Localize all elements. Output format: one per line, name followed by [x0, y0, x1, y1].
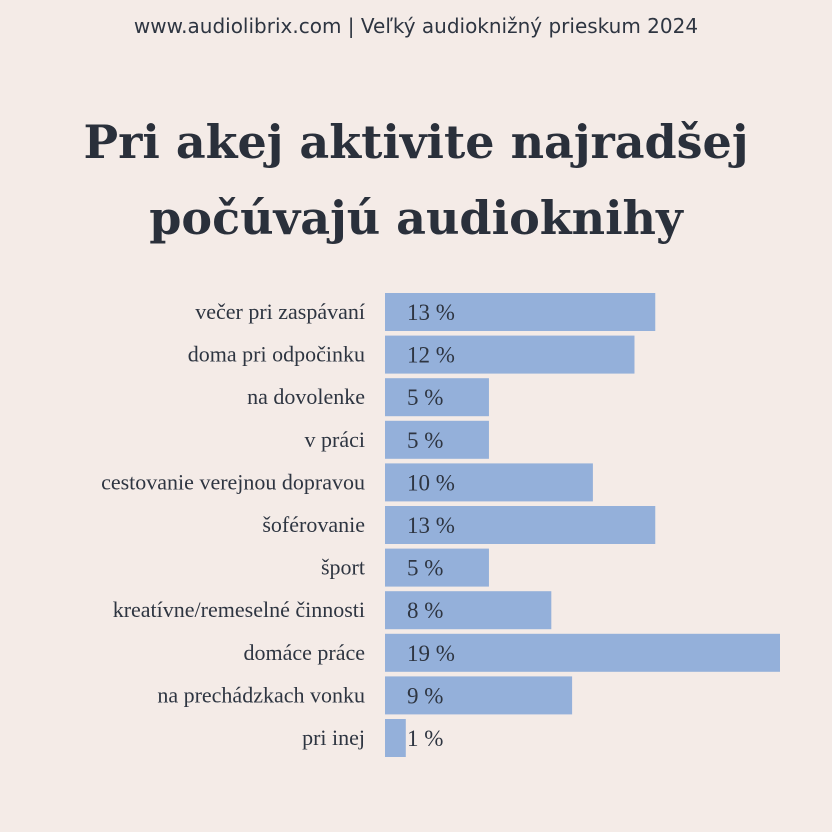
- value-label-6: 5 %: [407, 555, 444, 581]
- chart-title-line-1: Pri akej aktivite najradšej: [83, 115, 749, 169]
- bars-group: [101, 293, 780, 757]
- value-label-1: 12 %: [407, 342, 455, 368]
- category-label-6: šport: [321, 554, 365, 580]
- source-line: www.audiolibrix.com | Veľký audioknižný prieskum 2024: [133, 14, 699, 38]
- value-label-0: 13 %: [407, 300, 455, 325]
- value-label-2: 5 %: [407, 385, 444, 411]
- value-label-5: 13 %: [407, 513, 455, 538]
- value-label-4: 10 %: [407, 470, 455, 496]
- category-label-4: cestovanie verejnou dopravou: [101, 469, 365, 495]
- value-label-7: 8 %: [407, 598, 444, 624]
- value-label-3: 5 %: [407, 427, 444, 453]
- bar-10: [385, 719, 406, 757]
- category-label-1: doma pri odpočinku: [187, 341, 365, 367]
- category-label-9: na prechádzkach vonku: [157, 682, 365, 708]
- category-label-2: na dovolenke: [247, 384, 365, 410]
- category-label-7: kreatívne/remeselné činnosti: [112, 597, 365, 623]
- chart-title-line-2: počúvajú audioknihy: [149, 191, 683, 245]
- value-label-9: 9 %: [407, 683, 444, 709]
- category-label-10: pri inej: [302, 725, 365, 750]
- category-label-0: večer pri zaspávaní: [195, 299, 365, 324]
- category-label-3: v práci: [304, 426, 365, 452]
- value-label-10: 1 %: [407, 726, 444, 751]
- value-label-8: 19 %: [407, 640, 455, 666]
- category-label-5: šoférovanie: [262, 512, 365, 537]
- category-label-8: domáce práce: [243, 639, 365, 665]
